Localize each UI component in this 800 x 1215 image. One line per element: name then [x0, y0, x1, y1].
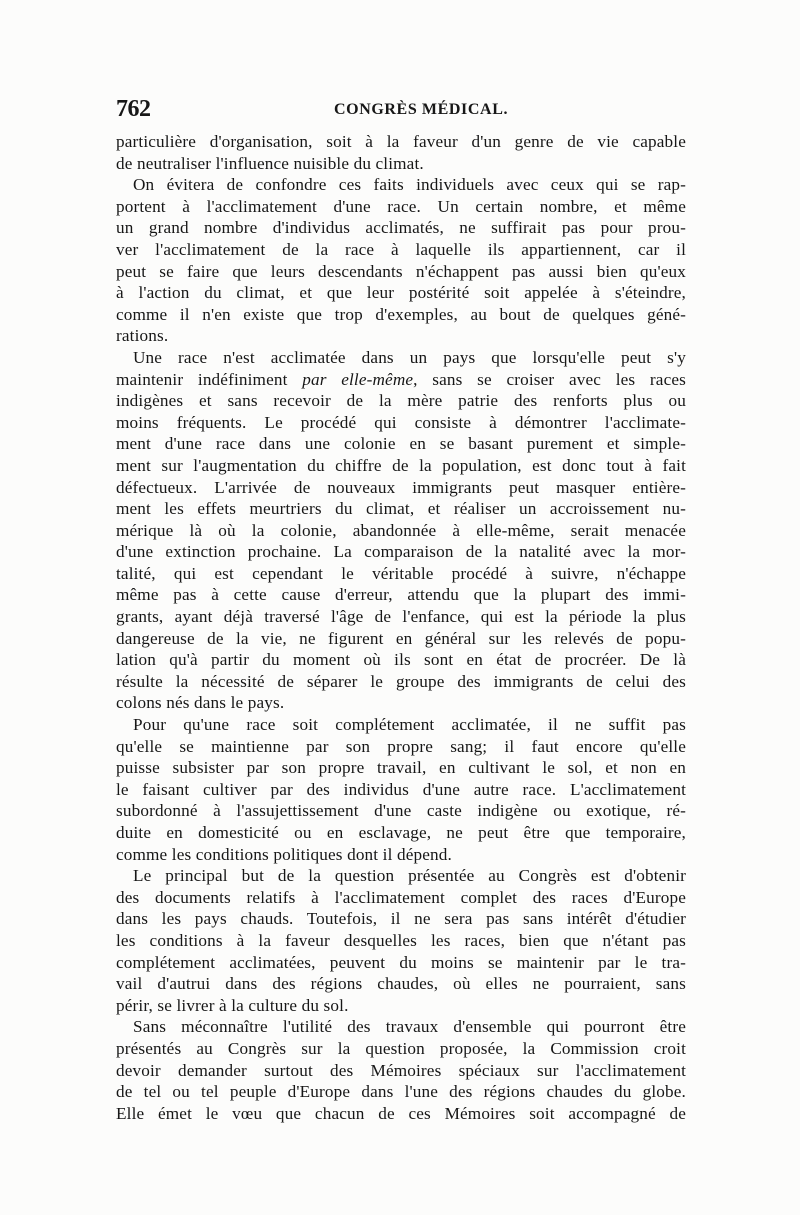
running-header [116, 96, 686, 126]
text-line: subordonné à l'assujettissement d'une caste indigène ou exotique, ré- [116, 801, 686, 821]
text-line: rations. [116, 326, 169, 346]
text-line: complétement acclimatées, peuvent du moins se maintenir par le tra- [116, 952, 686, 972]
text-line: ment sur l'augmentation du chiffre de la population, est donc tout à fait [116, 455, 686, 475]
text-line: un grand nombre d'individus acclimatés, ne suffirait pas pour prou- [116, 218, 686, 238]
text-line: Le principal but de la question présentée au Congrès est d'obtenir [133, 866, 686, 886]
text-line: ment d'une race dans une colonie en se basant purement et simple- [116, 434, 686, 454]
running-title: CONGRÈS MÉDICAL. [334, 101, 509, 118]
italic-phrase: par elle-même [302, 369, 414, 389]
text-segment: maintenir indéfiniment [116, 369, 303, 389]
text-line: d'une extinction prochaine. La comparaison de la natalité avec la mor- [116, 542, 686, 562]
body-text [116, 131, 686, 1124]
text-line: particulière d'organisation, soit à la faveur d'un genre de vie capable [116, 132, 686, 151]
text-line: de neutraliser l'influence nuisible du climat. [116, 153, 424, 173]
text-line: de tel ou tel peuple d'Europe dans l'une des régions chaudes du globe. [116, 1082, 686, 1102]
text-line: mérique là où la colonie, abandonnée à elle-même, serait menacée [116, 520, 686, 540]
text-line: dans les pays chauds. Toutefois, il ne sera pas sans intérêt d'étudier [116, 909, 686, 929]
text-line: les conditions à la faveur desquelles les races, bien que n'étant pas [116, 930, 686, 950]
text-line: qu'elle se maintienne par son propre sang; il faut encore qu'elle [116, 736, 686, 756]
text-line: vail d'autrui dans des régions chaudes, où elles ne pourraient, sans [116, 974, 686, 994]
text-line: moins fréquents. Le procédé qui consiste à démontrer l'acclimate- [116, 412, 686, 432]
text-line: colons nés dans le pays. [116, 693, 285, 713]
text-line: puisse subsister par son propre travail, en cultivant le sol, et non en [116, 758, 686, 778]
text-line: grants, ayant déjà traversé l'âge de l'enfance, qui est la période la plus [116, 607, 686, 627]
text-line: duite en domesticité ou en esclavage, ne peut être que temporaire, [116, 823, 686, 842]
text-line: dangereuse de la vie, ne figurent en général sur les relevés de popu- [116, 628, 686, 648]
text-line [116, 369, 686, 391]
text-line: ment les effets meurtriers du climat, et réaliser un accroissement nu- [116, 499, 686, 519]
text-line: ver l'acclimatement de la race à laquelle ils appartiennent, car il [116, 239, 686, 259]
text-line: Une race n'est acclimatée dans un pays que lorsqu'elle peut s'y [133, 347, 686, 367]
text-line: même pas à cette cause d'erreur, attendu que la plupart des immi- [116, 585, 686, 605]
text-line: portent à l'acclimatement d'une race. Un certain nombre, et même [116, 196, 686, 216]
text-line: talité, qui est cependant le véritable procédé à suivre, n'échappe [116, 563, 686, 583]
text-line: le faisant cultiver par des individus d'une autre race. L'acclimatement [116, 779, 686, 799]
text-line: Elle émet le vœu que chacun de ces Mémoires soit accompagné de [116, 1103, 686, 1123]
text-line: périr, se livrer à la culture du sol. [116, 995, 349, 1015]
text-line: peut se faire que leurs descendants n'échappent pas aussi bien qu'eux [116, 261, 686, 281]
text-line: des documents relatifs à l'acclimatement complet des races d'Europe [116, 887, 686, 907]
page-number: 762 [116, 96, 151, 122]
text-line: à l'action du climat, et que leur postérité soit appelée à s'éteindre, [116, 283, 686, 303]
text-line: Sans méconnaître l'utilité des travaux d'ensemble qui pourront être [133, 1017, 686, 1037]
text-line: comme il n'en existe que trop d'exemples, au bout de quelques géné- [116, 304, 686, 324]
text-segment: , sans se croiser avec les races [413, 369, 686, 389]
text-line: On évitera de confondre ces faits individuels avec ceux qui se rap- [133, 175, 686, 195]
text-line: Pour qu'une race soit complétement acclimatée, il ne suffit pas [133, 715, 686, 735]
text-line: indigènes et sans recevoir de la mère patrie des renforts plus ou [116, 391, 686, 411]
text-line: lation qu'à partir du moment où ils sont en état de procréer. De là [116, 650, 686, 670]
text-line: défectueux. L'arrivée de nouveaux immigrants peut masquer entière- [116, 477, 686, 497]
text-line: présentés au Congrès sur la question proposée, la Commission croit [116, 1038, 686, 1058]
text-line: devoir demander surtout des Mémoires spéciaux sur l'acclimatement [116, 1060, 686, 1080]
text-line: comme les conditions politiques dont il dépend. [116, 844, 452, 864]
text-line: résulte la nécessité de séparer le groupe des immigrants de celui des [116, 671, 686, 691]
